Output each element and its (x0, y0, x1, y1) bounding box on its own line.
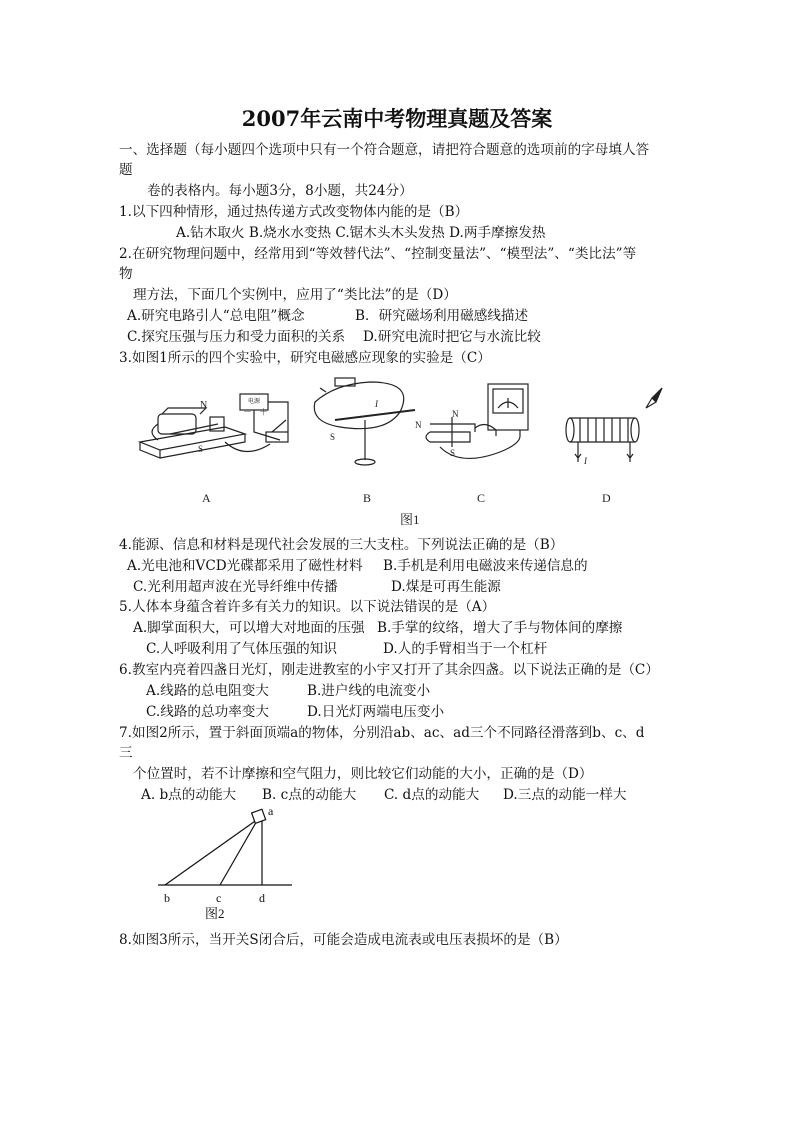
q7-stem: 7.如图2所示，置于斜面顶端a的物体，分别沿ab、ac、ad三个不同路径滑落到b、c、d (119, 725, 645, 741)
q7-stem-wrap: 三 (119, 745, 133, 761)
figure-2-point-a: a (268, 805, 274, 818)
q5-option-d: D.人的手臂相当于一个杠杆 (383, 641, 548, 657)
q5-option-a: A.脚掌面积大，可以增大对地面的压强 (133, 620, 365, 636)
figure-1-a-n: N (200, 400, 208, 411)
q2-option-a: A.研究电路引人“总电阻”概念 (127, 308, 305, 324)
q7-stem-cont: 个位置时，若不计摩擦和空气阻力，则比较它们动能的大小，正确的是（D） (133, 766, 593, 782)
figure-1-label-c: C (477, 491, 486, 505)
figure-1-label-d: D (602, 491, 611, 505)
figure-2 (150, 805, 300, 925)
figure-1-d-i: I (584, 456, 587, 466)
figure-1-c-n: N (452, 409, 459, 419)
q2-stem-cont: 理方法，下面几个实例中，应用了“类比法”的是（D） (133, 287, 457, 303)
figure-2-point-c: c (216, 891, 222, 905)
figure-1-panel-b (314, 378, 422, 465)
figure-2-caption: 图2 (205, 906, 225, 921)
q1-stem: 1.以下四种情形，通过热传递方式改变物体内能的是（B） (119, 204, 469, 220)
q5-option-c: C.人呼吸利用了气体压强的知识 (146, 641, 337, 657)
q1-options: A.钻木取火 B.烧水水变热 C.锯木头木头发热 D.两手摩擦发热 (176, 225, 546, 241)
figure-2-point-b: b (164, 891, 170, 905)
figure-2-block (252, 809, 266, 823)
q8-stem: 8.如图3所示，当开关S闭合后，可能会造成电流表或电压表损坏的是（B） (119, 932, 568, 948)
figure-1-caption: 图1 (400, 512, 420, 527)
svg-text:＋: ＋ (259, 407, 269, 417)
figure-1-label-b: B (363, 491, 372, 505)
q7-option-a: A. b点的动能大 (141, 787, 237, 803)
page-title: 2007年云南中考物理真题及答案 (241, 106, 553, 131)
figure-1-b-i: I (375, 399, 378, 409)
q2-stem: 2.在研究物理问题中，经常用到“等效替代法”、“控制变量法”、“模型法”、“类比法”等 (119, 246, 637, 262)
figure-1-a-s: S (198, 444, 204, 454)
figure-2-path-ac (220, 819, 258, 885)
q4-option-a: A.光电池和VCD光碟都采用了磁性材料 (127, 558, 363, 574)
figure-2-path-ab (165, 819, 258, 885)
figure-1-label-a: A (202, 491, 211, 505)
q7-option-b: B. c点的动能大 (262, 787, 357, 803)
q6-option-a: A.线路的总电阻变大 (146, 683, 269, 699)
q5-stem: 5.人体本身蕴含着许多有关力的知识。以下说法错误的是（A） (119, 599, 496, 615)
q6-stem: 6.教室内亮着四盏日光灯，刚走进教室的小宇又打开了其余四盏。以下说法正确的是（C） (119, 662, 659, 678)
svg-text:电源: 电源 (248, 399, 261, 405)
figure-1-b-s: S (330, 432, 336, 442)
q4-option-b: B.手机是利用电磁波来传递信息的 (383, 558, 588, 574)
figure-1-panel-a (140, 394, 288, 458)
q4-option-d: D.煤是可再生能源 (391, 579, 501, 595)
q5-option-b: B.手掌的纹络，增大了手与物体间的摩擦 (377, 620, 623, 636)
q3-stem: 3.如图1所示的四个实验中，研究电磁感应现象的实验是（C） (119, 350, 491, 366)
section-heading: 一、选择题（每小题四个选项中只有一个符合题意，请把符合题意的选项前的字母填人答 (119, 142, 650, 158)
figure-1-b-n: N (415, 420, 422, 430)
figure-1-panel-d (566, 388, 662, 466)
q7-option-c: C. d点的动能大 (384, 787, 480, 803)
q6-option-c: C.线路的总功率变大 (146, 704, 269, 720)
figure-1 (130, 372, 670, 532)
q2-option-c: C.探究压强与压力和受力面积的关系 (127, 329, 346, 345)
q2-option-d: D.研究电流时把它与水流比较 (363, 329, 541, 345)
section-heading-wrap: 题 (119, 162, 133, 178)
q2-option-b: B．研究磁场利用磁感线描述 (355, 308, 529, 324)
q4-option-c: C.光利用超声波在光导纤维中传播 (133, 579, 338, 595)
q2-stem-wrap: 物 (119, 266, 133, 282)
q7-option-d: D.三点的动能一样大 (503, 787, 627, 803)
figure-2-point-d: d (259, 891, 265, 905)
q6-option-b: B.进户线的电流变小 (307, 683, 431, 699)
figure-1-c-s: S (450, 448, 456, 458)
figure-1-panel-c (426, 384, 528, 458)
svg-text:－: － (243, 407, 253, 417)
q6-option-d: D.日光灯两端电压变小 (307, 704, 445, 720)
q4-stem: 4.能源、信息和材料是现代社会发展的三大支柱。下列说法正确的是（B） (119, 537, 564, 553)
section-instructions: 卷的表格内。每小题3分，8小题，共24分） (147, 183, 413, 199)
